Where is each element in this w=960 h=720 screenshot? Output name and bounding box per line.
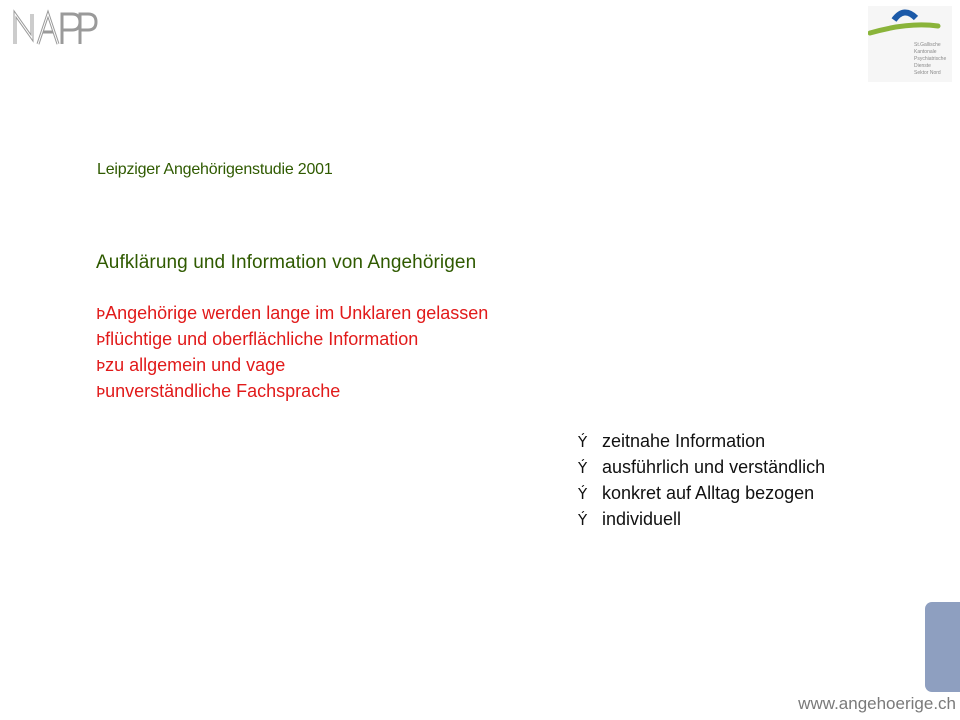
logo-line: Sektor Nord: [914, 70, 941, 76]
bullet-symbol-icon: Ý: [578, 485, 588, 503]
logo-text: [914, 42, 960, 77]
napp-logo: [10, 8, 100, 48]
logo-line: St.Gallische: [914, 42, 941, 48]
problem-text: flüchtige und oberflächliche Information: [105, 329, 419, 349]
bullet-arrow-icon: Þ: [96, 331, 106, 349]
need-text: individuell: [602, 509, 682, 529]
problem-list: [96, 301, 488, 405]
problem-item: [96, 379, 488, 405]
problem-text: Angehörige werden lange im Unklaren gelassen: [105, 303, 489, 323]
need-text: ausführlich und verständlich: [602, 457, 826, 477]
need-item: [578, 455, 825, 481]
study-title: Leipziger Angehörigenstudie 2001: [97, 161, 333, 178]
bullet-symbol-icon: Ý: [578, 433, 588, 451]
bullet-symbol-icon: Ý: [578, 511, 588, 529]
bullet-symbol-icon: Ý: [578, 459, 588, 477]
need-text: konkret auf Alltag bezogen: [602, 483, 815, 503]
problem-text: zu allgemein und vage: [105, 355, 286, 375]
need-item: [578, 481, 825, 507]
footer-url: www.angehoerige.ch: [798, 694, 956, 713]
need-text: zeitnahe Information: [602, 431, 766, 451]
problem-item: [96, 327, 488, 353]
problem-item: [96, 301, 488, 327]
logo-line: Kantonale: [914, 49, 937, 55]
need-item: [578, 429, 825, 455]
slide-heading: Aufklärung und Information von Angehörigen: [96, 252, 477, 273]
logo-line: Psychiatrische: [914, 56, 947, 62]
logo-line: Dienste: [914, 63, 931, 69]
bullet-arrow-icon: Þ: [96, 305, 106, 323]
bullet-arrow-icon: Þ: [96, 383, 106, 401]
need-item: [578, 507, 825, 533]
problem-item: [96, 353, 488, 379]
needs-list: [578, 429, 825, 533]
problem-text: unverständliche Fachsprache: [105, 381, 341, 401]
bullet-arrow-icon: Þ: [96, 357, 106, 375]
side-tab: [925, 602, 960, 692]
